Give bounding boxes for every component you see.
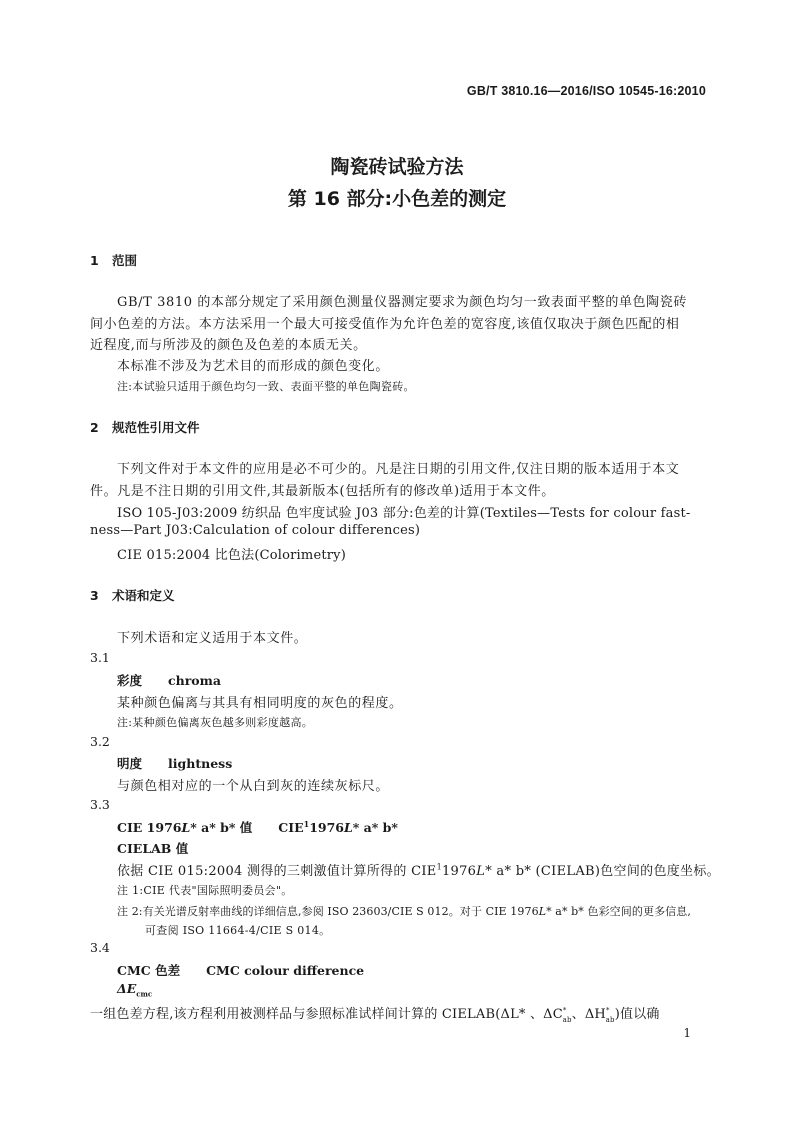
term-en: CMC colour difference [206,963,365,978]
section-2-heading [90,418,200,436]
term-cn: 明度 [117,756,143,771]
page-number: 1 [683,1026,691,1040]
clause-number: 3.2 [90,734,110,749]
paragraph-line: 间小色差的方法。本方法采用一个最大可接受值作为允许色差的宽容度,该值仅取决于颜色匹配的相 [90,317,680,332]
note: 注 1:CIE 代表"国际照明委员会"。 [117,884,293,897]
reference-line: ness—Part J03:Calculation of colour differences) [90,523,421,538]
clause-number: 3.1 [90,650,110,665]
term-cn: CMC 色差 [117,963,181,978]
document-subtitle: 第 16 部分:小色差的测定 [287,188,507,210]
term-symbol: $\Delta E_{cmc}$ [117,981,153,999]
section-number: 3 [90,588,99,603]
section-3-heading [90,586,175,604]
term-heading [117,754,232,772]
paragraph-line: GB/T 3810 的本部分规定了采用颜色测量仪器测定要求为颜色均匀一致表面平整的单色陶瓷砖 [117,295,687,310]
note: 注:本试验只适用于颜色均匀一致、表面平整的单色陶瓷砖。 [117,380,415,393]
reference-line: ISO 105-J03:2009 纺织品 色牢度试验 J03 部分:色差的计算(Textiles—Tests for colour fast- [117,506,691,521]
section-number: 1 [90,253,99,268]
term-en: chroma [168,673,221,688]
clause-number: 3.4 [90,940,110,955]
definition: 依据 CIE 015:2004 测得的三刺激值计算所得的 CIE$^1$1976L* a* b* (CIELAB)色空间的色度坐标。 [117,862,720,879]
clause-number: 3.3 [90,797,110,812]
note: 注 2:有关光谱反射率曲线的详细信息,参阅 ISO 23603/CIE S 012。对于 CIE 1976L* a* b* 色彩空间的更多信息, [117,905,691,918]
paragraph-line: 件。凡是不注日期的引用文件,其最新版本(包括所有的修改单)适用于本文件。 [90,484,555,499]
note: 注:某种颜色偏离灰色越多则彩度越高。 [117,716,314,729]
document-title: 陶瓷砖试验方法 [330,156,464,178]
paragraph-line: 下列术语和定义适用于本文件。 [117,631,308,646]
section-title: 术语和定义 [112,588,175,603]
alt-term: CIELAB 值 [117,841,189,856]
term-heading [117,671,221,689]
note-continuation: 可查阅 ISO 11664-4/CIE S 014。 [145,924,331,937]
section-1-heading [90,251,137,269]
term-heading: CIE 1976L* a* b* 值 CIE$^1$1976L* a* b* [117,818,398,835]
term-en: lightness [168,756,233,771]
section-title: 规范性引用文件 [112,420,200,435]
paragraph-line: 本标准不涉及为艺术目的而形成的颜色变化。 [117,359,390,374]
paragraph-line: 近程度,而与所涉及的颜色及色差的本质无关。 [90,338,367,353]
paragraph-line: 下列文件对于本文件的应用是必不可少的。凡是注日期的引用文件,仅注日期的版本适用于本文 [117,462,680,477]
definition: 一组色差方程,该方程利用被测样品与参照标准试样间计算的 CIELAB(ΔL* 、$\Delta C^*_{ab}$、$\Delta H^*_{ab}$)值以确 [90,1006,660,1024]
definition: 某种颜色偏离与其具有相同明度的灰色的程度。 [117,696,403,711]
term-heading [117,961,364,979]
section-number: 2 [90,420,99,435]
definition: 与颜色相对应的一个从白到灰的连续灰标尺。 [117,779,390,794]
term-cn: 彩度 [117,673,143,688]
section-title: 范围 [112,253,138,268]
reference-line: CIE 015:2004 比色法(Colorimetry) [117,548,346,563]
standard-code: GB/T 3810.16—2016/ISO 10545-16:2010 [466,84,706,98]
